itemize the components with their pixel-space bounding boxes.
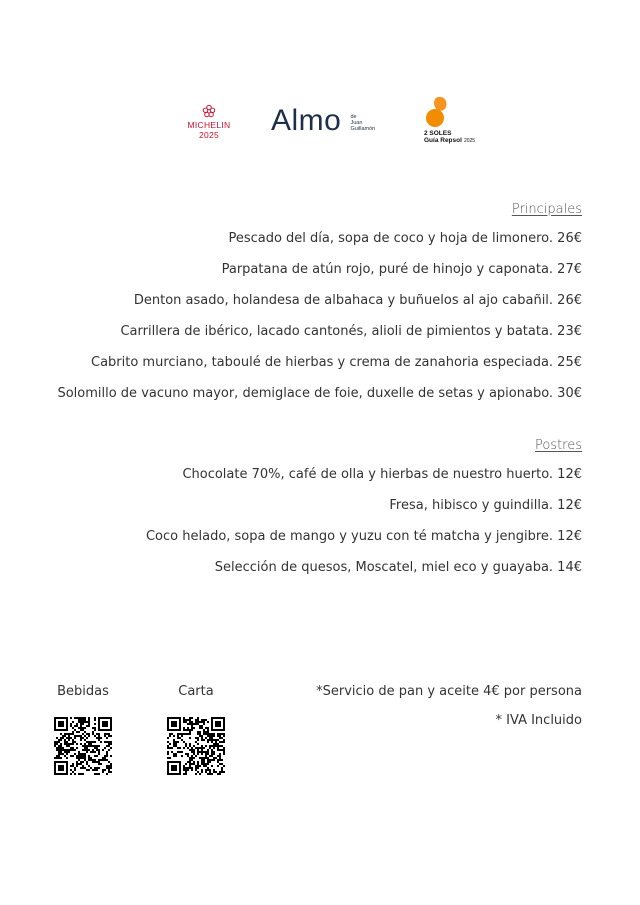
almo-wordmark: Almo bbox=[271, 104, 342, 137]
qr-code-icon[interactable] bbox=[167, 717, 225, 775]
almo-subtitle: de Juan Guillamón bbox=[350, 114, 376, 133]
vat-note: * IVA Incluido bbox=[495, 713, 582, 728]
qr-code-icon[interactable] bbox=[54, 717, 112, 775]
logo-bar bbox=[0, 96, 640, 152]
repsol-year: 2025 bbox=[463, 138, 476, 144]
menu-item: Cabrito murciano, taboulé de hierbas y crema de zanahoria especiada. 25€ bbox=[91, 355, 582, 370]
repsol-soles: 2 SOLES bbox=[424, 130, 452, 137]
menu-item: Coco helado, sopa de mango y yuzu con té matcha y jengibre. 12€ bbox=[145, 529, 582, 544]
postres-heading: Postres bbox=[534, 438, 582, 453]
qr-bebidas-label: Bebidas bbox=[57, 684, 109, 699]
repsol-guide: Guía Repsol 2025 bbox=[424, 137, 476, 144]
principales-heading: Principales bbox=[511, 202, 582, 217]
michelin-text: MICHELIN bbox=[187, 120, 231, 130]
menu-item: Pescado del día, sopa de coco y hoja de limonero. 26€ bbox=[228, 231, 582, 246]
qr-carta-label: Carta bbox=[178, 684, 214, 699]
postres-section bbox=[146, 436, 582, 583]
michelin-year: 2025 bbox=[198, 130, 220, 140]
qr-bebidas-block[interactable] bbox=[43, 684, 123, 775]
menu-item: Solomillo de vacuno mayor, demiglace de foie, duxelle de setas y apionabo. 30€ bbox=[57, 386, 582, 401]
menu-item: Selección de quesos, Moscatel, miel eco y guayaba. 14€ bbox=[214, 560, 582, 575]
principales-section bbox=[57, 200, 582, 409]
menu-item: Parpatana de atún rojo, puré de hinojo y caponata. 27€ bbox=[221, 262, 582, 277]
michelin-flower-icon bbox=[202, 104, 216, 118]
qr-carta-block[interactable] bbox=[156, 684, 236, 775]
repsol-logo bbox=[424, 96, 484, 145]
menu-item: Denton asado, holandesa de albahaca y buñuelos al ajo cabañil. 26€ bbox=[133, 293, 582, 308]
menu-item: Carrillera de ibérico, lacado cantonés, alioli de pimientos y batata. 23€ bbox=[120, 324, 582, 339]
michelin-logo bbox=[184, 104, 234, 140]
menu-item: Chocolate 70%, café de olla y hierbas de nuestro huerto. 12€ bbox=[182, 467, 582, 482]
menu-item: Fresa, hibisco y guindilla. 12€ bbox=[389, 498, 582, 513]
almo-logo bbox=[271, 104, 375, 144]
bread-service-note: *Servicio de pan y aceite 4€ por persona bbox=[316, 684, 582, 699]
footer-notes bbox=[316, 684, 582, 728]
repsol-suns-icon bbox=[424, 96, 454, 128]
